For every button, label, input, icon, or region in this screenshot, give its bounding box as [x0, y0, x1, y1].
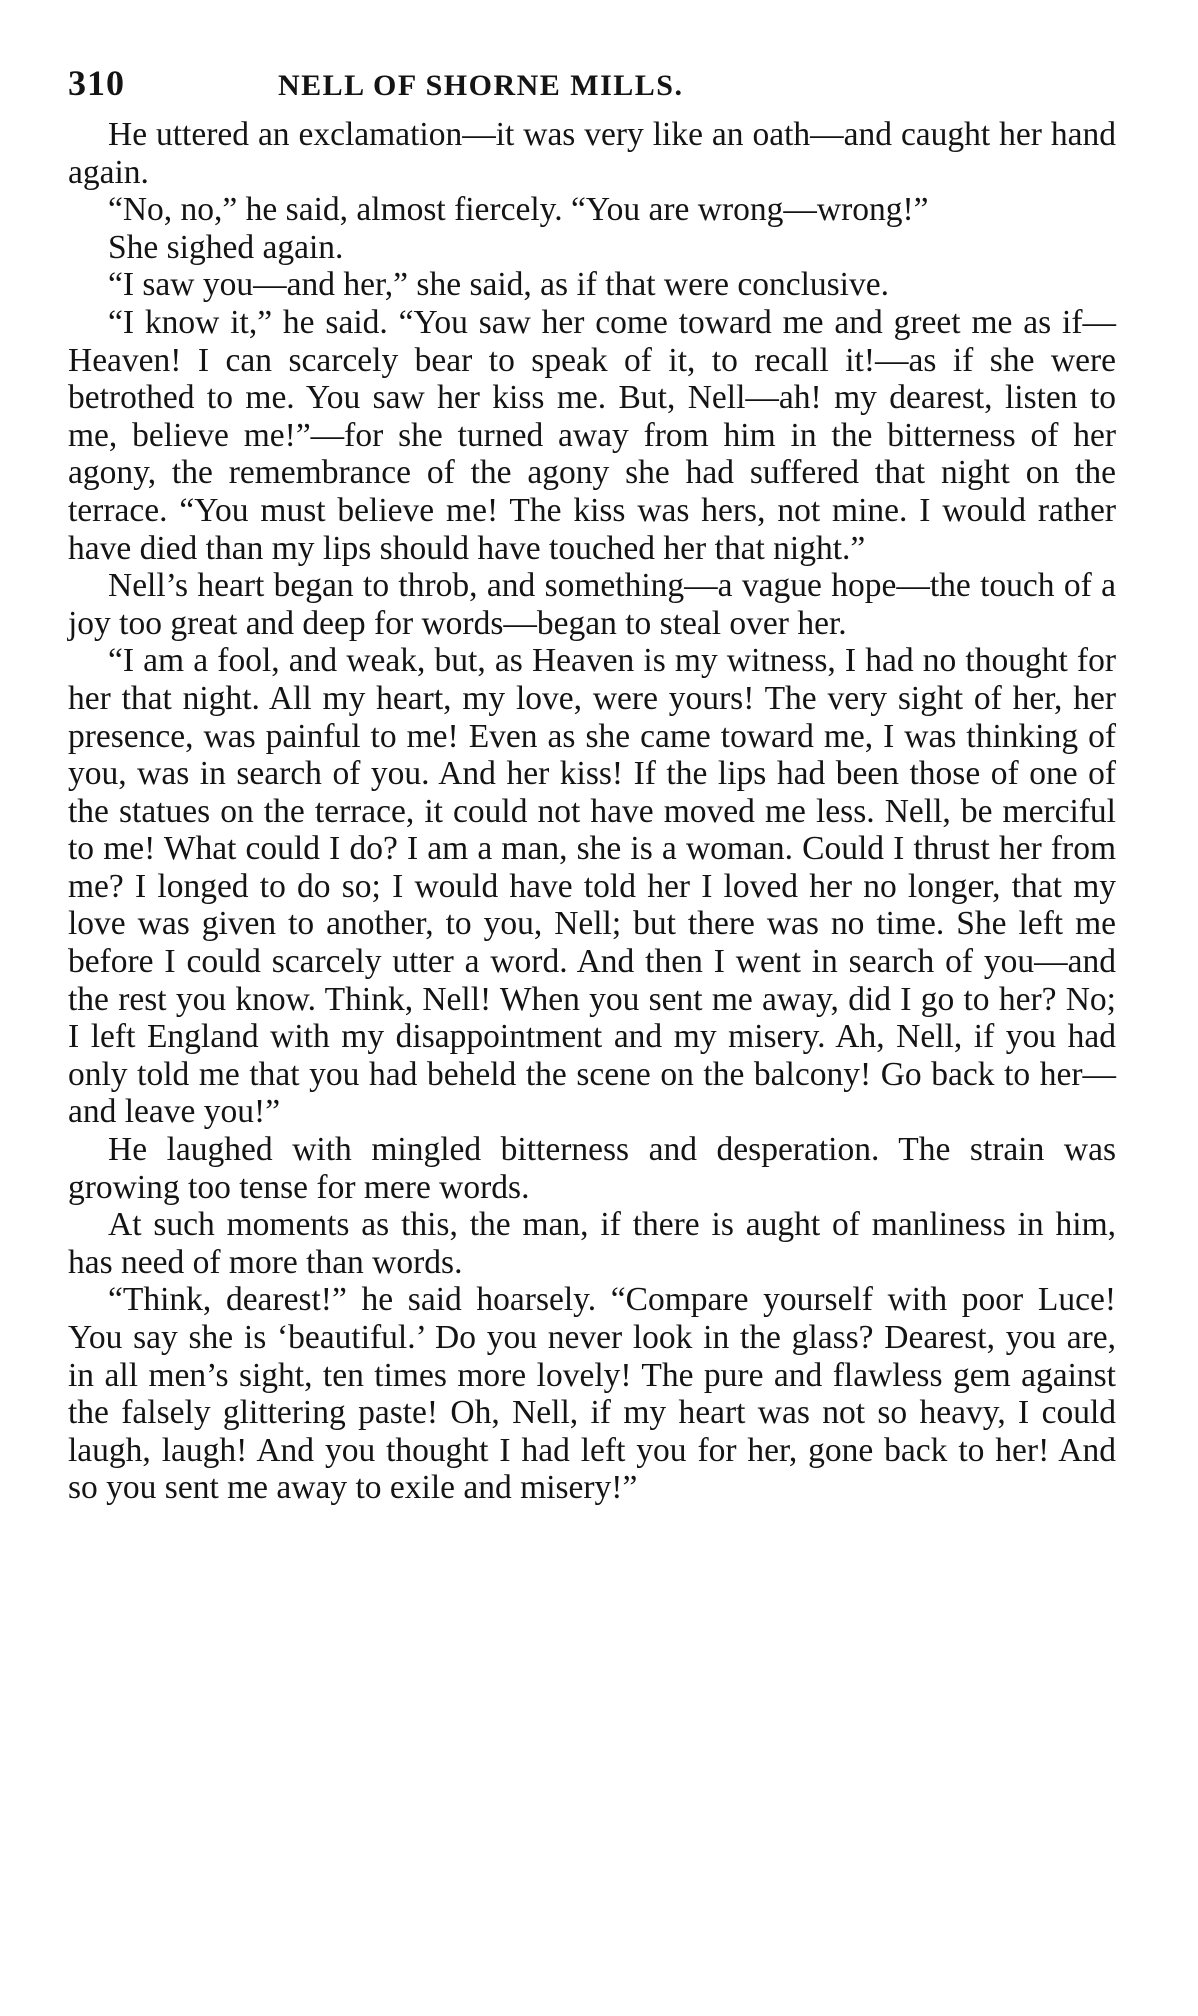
- page-number: 310: [68, 63, 125, 103]
- paragraph: “No, no,” he said, almost fiercely. “You are wrong—wrong!”: [108, 191, 929, 229]
- paragraph: “I know it,” he said. “You saw her come toward me and greet me as if—Heaven! I can scarcely bear to speak of it, to recall it!—as if she were betrothed to me. You saw her kiss me. But, Nell—ah! my dearest, listen to me, believe me!”—for she turned away from him in the bitterness of her agony, the remembrance of the agony she had suffered that night on the terrace. “You must believe me! The kiss was hers, not mine. I would rather have died than my lips should have touched her that night.”: [68, 303, 1116, 567]
- body-text: [68, 116, 1116, 1507]
- running-head: [68, 62, 1116, 108]
- paragraph: “I saw you—and her,” she said, as if that were conclusive.: [108, 266, 889, 304]
- paragraph: “I am a fool, and weak, but, as Heaven is my witness, I had no thought for her that night. All my heart, my love, were yours! The very sight of her, her presence, was painful to me! Even as she came toward me, I was thinking of you, was in search of you. And her kiss! If the lips had been those of one of the statues on the terrace, it could not have moved me less. Nell, be merciful to me! What could I do? I am a man, she is a woman. Could I thrust her from me? I longed to do so; I would have told her I loved her no longer, that my love was given to another, to you, Nell; but there was no time. She left me before I could scarcely utter a word. And then I went in search of you—and the rest you know. Think, Nell! When you sent me away, did I go to her? No; I left England with my disappointment and my misery. Ah, Nell, if you had only told me that you had beheld the scene on the balcony! Go back to her—and leave you!”: [68, 642, 1116, 1131]
- paragraph: He uttered an exclamation—it was very like an oath—and caught her hand again.: [68, 116, 1116, 191]
- book-title: NELL OF SHORNE MILLS.: [278, 69, 684, 102]
- paragraph: She sighed again.: [108, 228, 344, 266]
- paragraph: “Think, dearest!” he said hoarsely. “Compare yourself with poor Luce! You say she is ‘beautiful.’ Do you never look in the glass? Dearest, you are, in all men’s sight, ten times more lovely! The pure and flawless gem against the falsely glittering paste! Oh, Nell, if my heart was not so heavy, I could laugh, laugh! And you thought I had left you for her, gone back to her! And so you sent me away to exile and misery!”: [68, 1281, 1116, 1507]
- book-page: [68, 62, 1116, 1507]
- paragraph: At such moments as this, the man, if there is aught of manliness in him, has need of more than words.: [68, 1206, 1116, 1281]
- paragraph: He laughed with mingled bitterness and desperation. The strain was growing too tense for mere words.: [68, 1131, 1116, 1206]
- paragraph: Nell’s heart began to throb, and something—a vague hope—the touch of a joy too great and deep for words—began to steal over her.: [68, 567, 1116, 642]
